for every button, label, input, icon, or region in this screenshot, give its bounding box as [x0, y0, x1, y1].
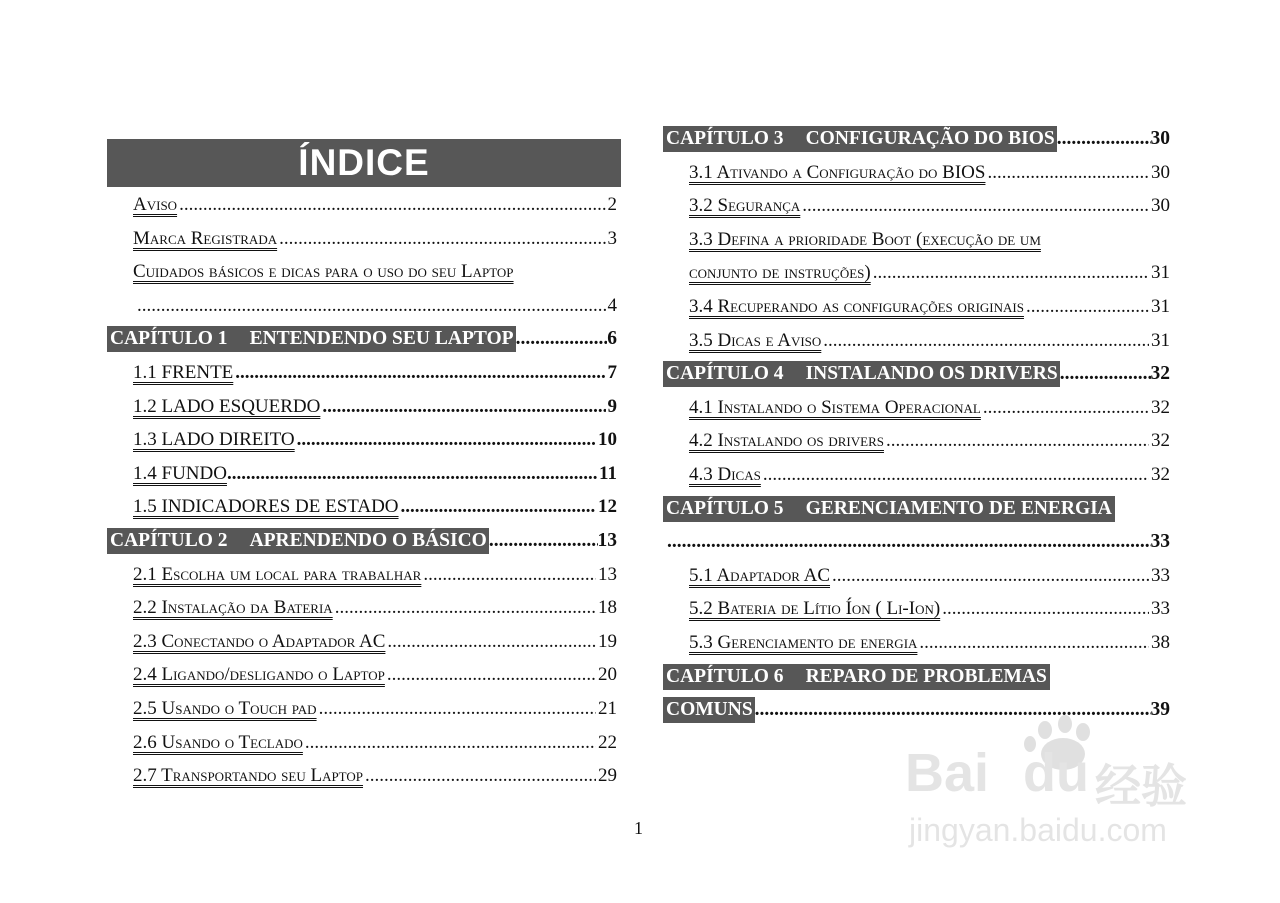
- toc-entry-page: 32: [1151, 463, 1170, 485]
- toc-entry-5-1[interactable]: [663, 559, 1170, 593]
- toc-entry-4-2[interactable]: [663, 424, 1170, 458]
- toc-entry-label[interactable]: 4.2 Instalando os drivers: [689, 430, 884, 452]
- toc-entry-label[interactable]: 3.4 Recuperando as configurações originais: [689, 295, 1024, 317]
- toc-entry-label[interactable]: 1.5 INDICADORES DE ESTADO: [133, 496, 399, 518]
- toc-entry-label[interactable]: 4.1 Instalando o Sistema Operacional: [689, 396, 981, 418]
- toc-entry-label[interactable]: 3.1 Ativando a Configuração do BIOS: [689, 161, 986, 183]
- toc-entry-page: 2: [607, 194, 617, 215]
- chapter-3-heading[interactable]: [663, 122, 1170, 156]
- toc-entry-page: 11: [599, 462, 617, 484]
- toc-entry-label[interactable]: 1.3 LADO DIREITO: [133, 429, 295, 451]
- toc-entry-page: 9: [607, 395, 617, 417]
- toc-entry-1-1[interactable]: [107, 356, 617, 390]
- toc-entry-page: 33: [1151, 598, 1170, 620]
- toc-entry-3-3[interactable]: [663, 223, 1170, 257]
- chapter-title: ENTENDENDO SEU LAPTOP: [249, 328, 514, 350]
- toc-entry-3-5[interactable]: [663, 324, 1170, 358]
- watermark-brand: Bai: [905, 743, 990, 803]
- toc-entry-page: 12: [598, 496, 617, 518]
- chapter-1-heading[interactable]: [107, 322, 617, 356]
- toc-entry-label[interactable]: 1.4 FUNDO: [133, 462, 227, 484]
- toc-entry-page: 30: [1151, 195, 1170, 217]
- toc-entry-page: 29: [598, 765, 617, 787]
- toc-entry-page: 19: [598, 630, 617, 652]
- toc-entry-page: 31: [1151, 329, 1170, 351]
- toc-entry-3-1[interactable]: [663, 156, 1170, 190]
- toc-entry-label[interactable]: Aviso: [133, 194, 178, 215]
- toc-entry-label[interactable]: 2.4 Ligando/desligando o Laptop: [133, 664, 385, 686]
- chapter-title: GERENCIAMENTO DE ENERGIA: [805, 497, 1112, 519]
- toc-entry-2-3[interactable]: [107, 625, 617, 659]
- toc-entry-label[interactable]: 3.2 Segurança: [689, 195, 801, 217]
- toc-entry-page: 21: [598, 697, 617, 719]
- toc-entry-marca[interactable]: [107, 222, 617, 256]
- toc-entry-5-3[interactable]: [663, 626, 1170, 660]
- toc-entry-page: 31: [1151, 295, 1170, 317]
- chapter-5-page-line: [663, 525, 1170, 559]
- chapter-page: 30: [1150, 128, 1170, 149]
- toc-entry-1-2[interactable]: [107, 390, 617, 424]
- chapter-title: REPARO DE PROBLEMAS: [805, 665, 1047, 687]
- watermark-suffix: 经验: [1095, 760, 1187, 812]
- chapter-number: CAPÍTULO 6: [666, 665, 784, 687]
- chapter-5-heading[interactable]: [663, 492, 1170, 526]
- toc-entry-2-5[interactable]: [107, 692, 617, 726]
- chapter-title: APRENDENDO O BÁSICO: [249, 529, 487, 551]
- chapter-page: 33: [1150, 531, 1170, 553]
- watermark-url: jingyan.baidu.com: [909, 812, 1167, 848]
- index-title: ÍNDICE: [107, 139, 621, 187]
- chapter-number: CAPÍTULO 5: [666, 497, 784, 519]
- toc-entry-label[interactable]: 3.5 Dicas e Aviso: [689, 329, 822, 351]
- toc-entry-3-3-cont[interactable]: [663, 256, 1170, 290]
- chapter-title-cont[interactable]: COMUNS: [663, 697, 755, 723]
- toc-entry-page: 33: [1151, 564, 1170, 586]
- chapter-title: CONFIGURAÇÃO DO BIOS: [805, 128, 1055, 149]
- toc-entry-label[interactable]: 4.3 Dicas: [689, 463, 761, 485]
- chapter-4-heading[interactable]: [663, 357, 1170, 391]
- page-number: 1: [634, 818, 643, 838]
- toc-entry-label[interactable]: 3.3 Defina a prioridade Boot (execução de um: [689, 228, 1041, 250]
- chapter-number: CAPÍTULO 4: [666, 363, 784, 385]
- toc-entry-4-1[interactable]: [663, 391, 1170, 425]
- watermark-brand-du: du: [1023, 743, 1089, 803]
- toc-entry-page: 7: [607, 361, 617, 383]
- chapter-2-heading[interactable]: [107, 524, 617, 558]
- toc-entry-page: 18: [598, 597, 617, 619]
- chapter-page: 39: [1150, 699, 1170, 721]
- toc-entry-page: 38: [1151, 631, 1170, 653]
- toc-entry-label[interactable]: 2.3 Conectando o Adaptador AC: [133, 630, 386, 652]
- toc-entry-1-5[interactable]: [107, 490, 617, 524]
- chapter-6-heading[interactable]: [663, 660, 1170, 694]
- toc-entry-page: 10: [598, 429, 617, 451]
- toc-entry-aviso[interactable]: [107, 188, 617, 222]
- toc-entry-5-2[interactable]: [663, 592, 1170, 626]
- toc-entry-page: 31: [1151, 262, 1170, 284]
- toc-entry-label[interactable]: 2.6 Usando o Teclado: [133, 731, 303, 753]
- toc-entry-label[interactable]: 2.2 Instalação da Bateria: [133, 597, 333, 619]
- toc-entry-label[interactable]: 5.1 Adaptador AC: [689, 564, 831, 586]
- toc-entry-4-3[interactable]: [663, 458, 1170, 492]
- toc-entry-1-3[interactable]: [107, 423, 617, 457]
- toc-entry-1-4[interactable]: [107, 457, 617, 491]
- toc-entry-cuidados-cont: [107, 289, 617, 323]
- toc-entry-label[interactable]: 2.1 Escolha um local para trabalhar: [133, 563, 422, 585]
- toc-entry-3-2[interactable]: [663, 189, 1170, 223]
- chapter-number: CAPÍTULO 2: [110, 529, 228, 551]
- baidu-watermark-logo: [905, 712, 1205, 862]
- toc-entry-page: 4: [607, 294, 617, 316]
- toc-entry-2-7[interactable]: [107, 759, 617, 793]
- toc-right-column: [663, 122, 1170, 727]
- toc-entry-label[interactable]: 2.5 Usando o Touch pad: [133, 697, 317, 719]
- chapter-page: 32: [1150, 363, 1170, 385]
- toc-entry-3-4[interactable]: [663, 290, 1170, 324]
- chapter-title: INSTALANDO OS DRIVERS: [805, 363, 1058, 385]
- toc-entry-2-4[interactable]: [107, 658, 617, 692]
- toc-entry-label[interactable]: 5.2 Bateria de Lítio Íon ( Li-Ion): [689, 598, 941, 620]
- chapter-number: CAPÍTULO 1: [110, 328, 228, 350]
- toc-entry-label[interactable]: conjunto de instruções): [689, 262, 871, 284]
- chapter-page: 13: [597, 529, 617, 551]
- toc-entry-cuidados[interactable]: [107, 255, 617, 289]
- toc-entry-page: 32: [1151, 430, 1170, 452]
- toc-entry-label[interactable]: 2.7 Transportando seu Laptop: [133, 765, 364, 787]
- toc-entry-page: 22: [598, 731, 617, 753]
- toc-entry-label[interactable]: 5.3 Gerenciamento de energia: [689, 631, 918, 653]
- toc-entry-label[interactable]: Cuidados básicos e dicas para o uso do seu Laptop: [133, 261, 514, 283]
- toc-entry-page: 32: [1151, 396, 1170, 418]
- toc-left-column: [107, 188, 617, 793]
- toc-entry-2-1[interactable]: [107, 558, 617, 592]
- toc-entry-label[interactable]: 1.1 FRENTE: [133, 361, 234, 383]
- chapter-page: 6: [607, 328, 617, 350]
- toc-entry-page: 13: [598, 563, 617, 585]
- toc-entry-page: 3: [607, 227, 617, 249]
- toc-entry-label[interactable]: 1.2 LADO ESQUERDO: [133, 395, 321, 417]
- toc-entry-2-6[interactable]: [107, 726, 617, 760]
- toc-entry-2-2[interactable]: [107, 591, 617, 625]
- toc-entry-label[interactable]: Marca Registrada: [133, 227, 278, 249]
- toc-entry-page: 20: [598, 664, 617, 686]
- chapter-number: CAPÍTULO 3: [666, 128, 784, 149]
- toc-entry-page: 30: [1151, 161, 1170, 183]
